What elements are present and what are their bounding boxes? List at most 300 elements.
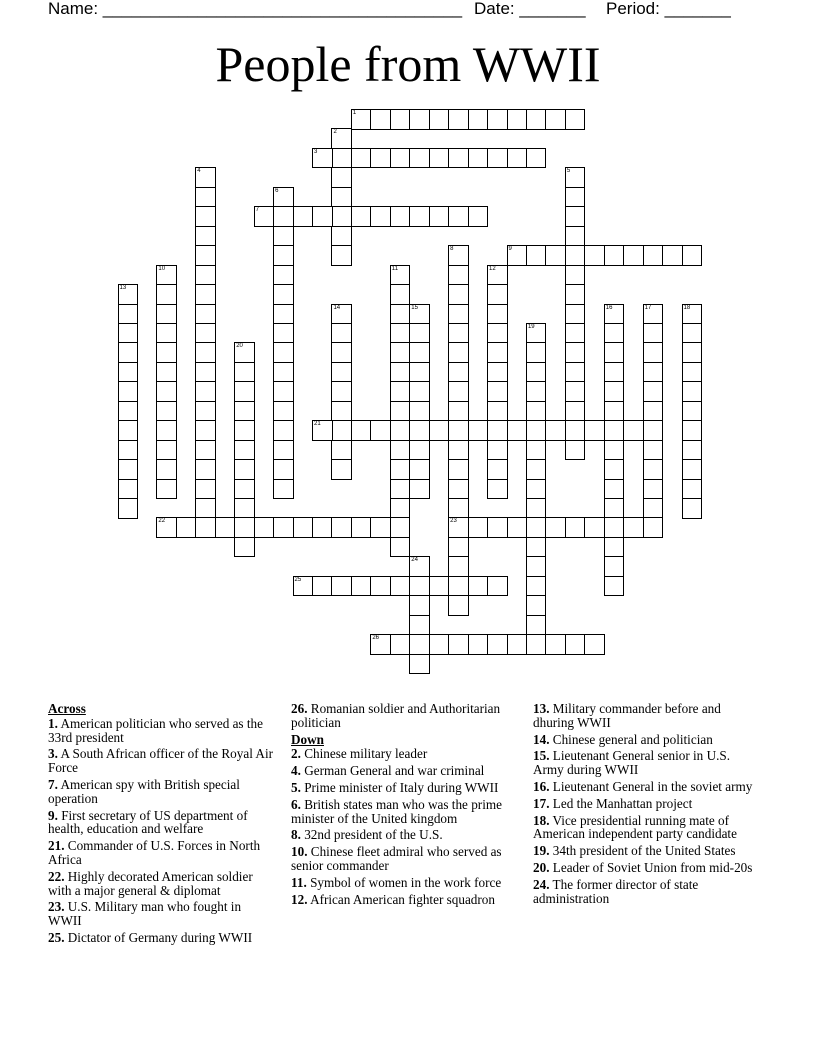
grid-cell[interactable] xyxy=(195,420,216,441)
grid-cell[interactable] xyxy=(331,226,352,247)
grid-cell[interactable] xyxy=(526,595,547,616)
grid-cell[interactable] xyxy=(273,459,294,480)
grid-cell[interactable] xyxy=(507,420,528,441)
grid-cell[interactable] xyxy=(234,420,255,441)
grid-cell[interactable] xyxy=(195,187,216,208)
grid-cell[interactable] xyxy=(565,187,586,208)
grid-cell[interactable] xyxy=(176,517,197,538)
grid-cell[interactable] xyxy=(195,323,216,344)
grid-cell[interactable] xyxy=(195,342,216,363)
grid-cell[interactable] xyxy=(273,342,294,363)
grid-cell[interactable] xyxy=(195,226,216,247)
grid-cell[interactable] xyxy=(604,362,625,383)
grid-cell[interactable] xyxy=(273,420,294,441)
grid-cell[interactable] xyxy=(526,459,547,480)
grid-cell[interactable] xyxy=(195,245,216,266)
grid-cell[interactable] xyxy=(370,148,391,169)
grid-cell[interactable] xyxy=(390,401,411,422)
grid-cell[interactable] xyxy=(487,479,508,500)
grid-cell[interactable] xyxy=(409,109,430,130)
grid-cell[interactable] xyxy=(604,304,625,325)
grid-cell[interactable] xyxy=(565,323,586,344)
grid-cell[interactable] xyxy=(565,206,586,227)
grid-cell[interactable] xyxy=(351,517,372,538)
grid-cell[interactable] xyxy=(448,479,469,500)
grid-cell[interactable] xyxy=(468,420,489,441)
grid-cell[interactable] xyxy=(331,187,352,208)
grid-cell[interactable] xyxy=(156,284,177,305)
grid-cell[interactable] xyxy=(526,615,547,636)
grid-cell[interactable] xyxy=(273,517,294,538)
grid-cell[interactable] xyxy=(409,362,430,383)
grid-cell[interactable] xyxy=(409,440,430,461)
grid-cell[interactable] xyxy=(682,381,703,402)
grid-cell[interactable] xyxy=(448,362,469,383)
grid-cell[interactable] xyxy=(565,265,586,286)
grid-cell[interactable] xyxy=(195,440,216,461)
grid-cell[interactable] xyxy=(487,634,508,655)
grid-cell[interactable] xyxy=(468,517,489,538)
grid-cell[interactable] xyxy=(156,479,177,500)
grid-cell[interactable] xyxy=(545,634,566,655)
grid-cell[interactable] xyxy=(156,304,177,325)
grid-cell[interactable] xyxy=(156,420,177,441)
grid-cell[interactable] xyxy=(195,401,216,422)
grid-cell[interactable] xyxy=(526,381,547,402)
grid-cell[interactable] xyxy=(331,342,352,363)
grid-cell[interactable] xyxy=(195,265,216,286)
grid-cell[interactable] xyxy=(409,304,430,325)
grid-cell[interactable] xyxy=(604,479,625,500)
grid-cell[interactable] xyxy=(604,537,625,558)
grid-cell[interactable] xyxy=(643,440,664,461)
grid-cell[interactable] xyxy=(429,576,450,597)
grid-cell[interactable] xyxy=(682,440,703,461)
grid-cell[interactable] xyxy=(390,576,411,597)
grid-cell[interactable] xyxy=(118,479,139,500)
grid-cell[interactable] xyxy=(643,498,664,519)
grid-cell[interactable] xyxy=(293,206,314,227)
grid-cell[interactable] xyxy=(604,517,625,538)
grid-cell[interactable] xyxy=(273,440,294,461)
grid-cell[interactable] xyxy=(448,206,469,227)
grid-cell[interactable] xyxy=(351,420,372,441)
grid-cell[interactable] xyxy=(682,498,703,519)
grid-cell[interactable] xyxy=(487,109,508,130)
grid-cell[interactable] xyxy=(565,517,586,538)
grid-cell[interactable] xyxy=(643,479,664,500)
grid-cell[interactable] xyxy=(448,148,469,169)
grid-cell[interactable] xyxy=(604,342,625,363)
grid-cell[interactable] xyxy=(409,479,430,500)
grid-cell[interactable] xyxy=(429,148,450,169)
grid-cell[interactable] xyxy=(156,381,177,402)
grid-cell[interactable] xyxy=(118,420,139,441)
grid-cell[interactable] xyxy=(682,342,703,363)
grid-cell[interactable] xyxy=(156,342,177,363)
grid-cell[interactable] xyxy=(390,537,411,558)
grid-cell[interactable] xyxy=(448,440,469,461)
grid-cell[interactable] xyxy=(565,362,586,383)
grid-cell[interactable] xyxy=(565,245,586,266)
grid-cell[interactable] xyxy=(331,440,352,461)
grid-cell[interactable] xyxy=(215,517,236,538)
grid-cell[interactable] xyxy=(643,245,664,266)
grid-cell[interactable] xyxy=(604,440,625,461)
grid-cell[interactable] xyxy=(448,265,469,286)
grid-cell[interactable] xyxy=(545,517,566,538)
grid-cell[interactable] xyxy=(118,440,139,461)
grid-cell[interactable] xyxy=(370,206,391,227)
grid-cell[interactable] xyxy=(312,206,333,227)
grid-cell[interactable] xyxy=(487,440,508,461)
grid-cell[interactable] xyxy=(390,304,411,325)
grid-cell[interactable] xyxy=(195,284,216,305)
grid-cell[interactable] xyxy=(409,556,430,577)
grid-cell[interactable] xyxy=(273,362,294,383)
grid-cell[interactable] xyxy=(331,362,352,383)
grid-cell[interactable] xyxy=(623,420,644,441)
grid-cell[interactable] xyxy=(487,517,508,538)
grid-cell[interactable] xyxy=(604,498,625,519)
grid-cell[interactable] xyxy=(448,245,469,266)
grid-cell[interactable] xyxy=(409,401,430,422)
grid-cell[interactable] xyxy=(195,167,216,188)
grid-cell[interactable] xyxy=(448,537,469,558)
grid-cell[interactable] xyxy=(526,634,547,655)
grid-cell[interactable] xyxy=(526,362,547,383)
name-field[interactable]: Name: ______________________________________ xyxy=(48,0,463,18)
grid-cell[interactable] xyxy=(331,323,352,344)
grid-cell[interactable] xyxy=(273,265,294,286)
grid-cell[interactable] xyxy=(118,304,139,325)
grid-cell[interactable] xyxy=(526,537,547,558)
grid-cell[interactable] xyxy=(565,342,586,363)
grid-cell[interactable] xyxy=(526,148,547,169)
grid-cell[interactable] xyxy=(604,381,625,402)
grid-cell[interactable] xyxy=(234,537,255,558)
grid-cell[interactable] xyxy=(390,440,411,461)
date-field[interactable]: Date: _______ xyxy=(474,0,586,18)
grid-cell[interactable] xyxy=(487,284,508,305)
grid-cell[interactable] xyxy=(254,517,275,538)
grid-cell[interactable] xyxy=(195,517,216,538)
grid-cell[interactable] xyxy=(234,498,255,519)
grid-cell[interactable] xyxy=(370,517,391,538)
grid-cell[interactable] xyxy=(682,323,703,344)
grid-cell[interactable] xyxy=(331,420,352,441)
grid-cell[interactable] xyxy=(565,440,586,461)
grid-cell[interactable] xyxy=(390,109,411,130)
grid-cell[interactable] xyxy=(643,381,664,402)
grid-cell[interactable] xyxy=(448,323,469,344)
grid-cell[interactable] xyxy=(643,323,664,344)
grid-cell[interactable] xyxy=(448,381,469,402)
grid-cell[interactable] xyxy=(448,498,469,519)
grid-cell[interactable] xyxy=(118,459,139,480)
grid-cell[interactable] xyxy=(526,109,547,130)
grid-cell[interactable] xyxy=(390,459,411,480)
grid-cell[interactable] xyxy=(409,654,430,675)
grid-cell[interactable] xyxy=(487,323,508,344)
grid-cell[interactable] xyxy=(273,304,294,325)
grid-cell[interactable] xyxy=(682,479,703,500)
grid-cell[interactable] xyxy=(273,323,294,344)
grid-cell[interactable] xyxy=(487,420,508,441)
grid-cell[interactable] xyxy=(565,401,586,422)
grid-cell[interactable] xyxy=(293,576,314,597)
grid-cell[interactable] xyxy=(234,479,255,500)
grid-cell[interactable] xyxy=(584,634,605,655)
grid-cell[interactable] xyxy=(331,381,352,402)
grid-cell[interactable] xyxy=(643,517,664,538)
grid-cell[interactable] xyxy=(273,401,294,422)
grid-cell[interactable] xyxy=(234,517,255,538)
grid-cell[interactable] xyxy=(565,381,586,402)
grid-cell[interactable] xyxy=(526,245,547,266)
grid-cell[interactable] xyxy=(487,342,508,363)
grid-cell[interactable] xyxy=(273,187,294,208)
grid-cell[interactable] xyxy=(448,401,469,422)
grid-cell[interactable] xyxy=(351,109,372,130)
grid-cell[interactable] xyxy=(273,206,294,227)
grid-cell[interactable] xyxy=(195,381,216,402)
grid-cell[interactable] xyxy=(682,245,703,266)
grid-cell[interactable] xyxy=(448,284,469,305)
grid-cell[interactable] xyxy=(156,517,177,538)
grid-cell[interactable] xyxy=(273,381,294,402)
grid-cell[interactable] xyxy=(526,420,547,441)
grid-cell[interactable] xyxy=(643,420,664,441)
grid-cell[interactable] xyxy=(565,167,586,188)
grid-cell[interactable] xyxy=(293,517,314,538)
grid-cell[interactable] xyxy=(195,498,216,519)
grid-cell[interactable] xyxy=(390,284,411,305)
grid-cell[interactable] xyxy=(468,576,489,597)
grid-cell[interactable] xyxy=(507,245,528,266)
grid-cell[interactable] xyxy=(390,148,411,169)
grid-cell[interactable] xyxy=(526,323,547,344)
grid-cell[interactable] xyxy=(156,440,177,461)
grid-cell[interactable] xyxy=(409,420,430,441)
grid-cell[interactable] xyxy=(526,479,547,500)
grid-cell[interactable] xyxy=(195,206,216,227)
grid-cell[interactable] xyxy=(331,401,352,422)
grid-cell[interactable] xyxy=(682,459,703,480)
grid-cell[interactable] xyxy=(584,420,605,441)
grid-cell[interactable] xyxy=(409,615,430,636)
grid-cell[interactable] xyxy=(312,576,333,597)
grid-cell[interactable] xyxy=(604,576,625,597)
grid-cell[interactable] xyxy=(448,304,469,325)
grid-cell[interactable] xyxy=(118,342,139,363)
grid-cell[interactable] xyxy=(195,304,216,325)
grid-cell[interactable] xyxy=(331,304,352,325)
grid-cell[interactable] xyxy=(234,459,255,480)
grid-cell[interactable] xyxy=(118,362,139,383)
grid-cell[interactable] xyxy=(331,167,352,188)
grid-cell[interactable] xyxy=(545,245,566,266)
grid-cell[interactable] xyxy=(565,109,586,130)
grid-cell[interactable] xyxy=(273,479,294,500)
grid-cell[interactable] xyxy=(526,576,547,597)
grid-cell[interactable] xyxy=(156,459,177,480)
grid-cell[interactable] xyxy=(623,517,644,538)
grid-cell[interactable] xyxy=(118,284,139,305)
grid-cell[interactable] xyxy=(409,206,430,227)
grid-cell[interactable] xyxy=(448,459,469,480)
grid-cell[interactable] xyxy=(487,304,508,325)
grid-cell[interactable] xyxy=(254,206,275,227)
period-field[interactable]: Period: _______ xyxy=(606,0,731,18)
grid-cell[interactable] xyxy=(468,206,489,227)
grid-cell[interactable] xyxy=(195,459,216,480)
grid-cell[interactable] xyxy=(448,342,469,363)
grid-cell[interactable] xyxy=(370,576,391,597)
grid-cell[interactable] xyxy=(565,420,586,441)
grid-cell[interactable] xyxy=(195,362,216,383)
grid-cell[interactable] xyxy=(604,323,625,344)
grid-cell[interactable] xyxy=(448,595,469,616)
grid-cell[interactable] xyxy=(604,420,625,441)
grid-cell[interactable] xyxy=(526,517,547,538)
grid-cell[interactable] xyxy=(507,109,528,130)
grid-cell[interactable] xyxy=(409,595,430,616)
grid-cell[interactable] xyxy=(390,381,411,402)
grid-cell[interactable] xyxy=(331,576,352,597)
grid-cell[interactable] xyxy=(623,245,644,266)
grid-cell[interactable] xyxy=(526,342,547,363)
grid-cell[interactable] xyxy=(331,245,352,266)
grid-cell[interactable] xyxy=(118,323,139,344)
grid-cell[interactable] xyxy=(682,362,703,383)
grid-cell[interactable] xyxy=(526,440,547,461)
grid-cell[interactable] xyxy=(584,517,605,538)
grid-cell[interactable] xyxy=(351,148,372,169)
grid-cell[interactable] xyxy=(565,634,586,655)
grid-cell[interactable] xyxy=(487,381,508,402)
grid-cell[interactable] xyxy=(390,517,411,538)
grid-cell[interactable] xyxy=(565,284,586,305)
grid-cell[interactable] xyxy=(565,226,586,247)
grid-cell[interactable] xyxy=(604,245,625,266)
grid-cell[interactable] xyxy=(643,342,664,363)
grid-cell[interactable] xyxy=(118,498,139,519)
grid-cell[interactable] xyxy=(448,420,469,441)
grid-cell[interactable] xyxy=(156,323,177,344)
grid-cell[interactable] xyxy=(448,517,469,538)
grid-cell[interactable] xyxy=(643,362,664,383)
grid-cell[interactable] xyxy=(604,401,625,422)
grid-cell[interactable] xyxy=(195,479,216,500)
grid-cell[interactable] xyxy=(545,420,566,441)
grid-cell[interactable] xyxy=(331,148,352,169)
grid-cell[interactable] xyxy=(409,381,430,402)
grid-cell[interactable] xyxy=(409,148,430,169)
grid-cell[interactable] xyxy=(507,634,528,655)
grid-cell[interactable] xyxy=(234,440,255,461)
grid-cell[interactable] xyxy=(682,420,703,441)
grid-cell[interactable] xyxy=(487,265,508,286)
grid-cell[interactable] xyxy=(643,459,664,480)
grid-cell[interactable] xyxy=(487,401,508,422)
grid-cell[interactable] xyxy=(156,401,177,422)
grid-cell[interactable] xyxy=(409,634,430,655)
grid-cell[interactable] xyxy=(604,459,625,480)
grid-cell[interactable] xyxy=(409,342,430,363)
grid-cell[interactable] xyxy=(507,148,528,169)
grid-cell[interactable] xyxy=(273,226,294,247)
grid-cell[interactable] xyxy=(273,284,294,305)
grid-cell[interactable] xyxy=(507,517,528,538)
grid-cell[interactable] xyxy=(409,576,430,597)
grid-cell[interactable] xyxy=(468,634,489,655)
grid-cell[interactable] xyxy=(390,498,411,519)
grid-cell[interactable] xyxy=(429,109,450,130)
grid-cell[interactable] xyxy=(662,245,683,266)
grid-cell[interactable] xyxy=(370,634,391,655)
grid-cell[interactable] xyxy=(429,420,450,441)
grid-cell[interactable] xyxy=(234,401,255,422)
grid-cell[interactable] xyxy=(643,401,664,422)
grid-cell[interactable] xyxy=(390,206,411,227)
grid-cell[interactable] xyxy=(429,634,450,655)
grid-cell[interactable] xyxy=(234,362,255,383)
grid-cell[interactable] xyxy=(643,304,664,325)
grid-cell[interactable] xyxy=(584,245,605,266)
grid-cell[interactable] xyxy=(545,109,566,130)
grid-cell[interactable] xyxy=(312,148,333,169)
grid-cell[interactable] xyxy=(526,401,547,422)
grid-cell[interactable] xyxy=(156,362,177,383)
grid-cell[interactable] xyxy=(156,265,177,286)
grid-cell[interactable] xyxy=(118,401,139,422)
grid-cell[interactable] xyxy=(390,265,411,286)
grid-cell[interactable] xyxy=(409,459,430,480)
grid-cell[interactable] xyxy=(273,245,294,266)
grid-cell[interactable] xyxy=(312,517,333,538)
grid-cell[interactable] xyxy=(526,498,547,519)
grid-cell[interactable] xyxy=(390,479,411,500)
grid-cell[interactable] xyxy=(487,148,508,169)
grid-cell[interactable] xyxy=(370,420,391,441)
grid-cell[interactable] xyxy=(468,148,489,169)
grid-cell[interactable] xyxy=(390,420,411,441)
grid-cell[interactable] xyxy=(370,109,391,130)
grid-cell[interactable] xyxy=(390,362,411,383)
grid-cell[interactable] xyxy=(331,206,352,227)
grid-cell[interactable] xyxy=(312,420,333,441)
grid-cell[interactable] xyxy=(487,576,508,597)
grid-cell[interactable] xyxy=(351,576,372,597)
grid-cell[interactable] xyxy=(118,381,139,402)
grid-cell[interactable] xyxy=(565,304,586,325)
grid-cell[interactable] xyxy=(390,323,411,344)
grid-cell[interactable] xyxy=(390,342,411,363)
grid-cell[interactable] xyxy=(234,342,255,363)
grid-cell[interactable] xyxy=(448,634,469,655)
grid-cell[interactable] xyxy=(682,401,703,422)
grid-cell[interactable] xyxy=(234,381,255,402)
grid-cell[interactable] xyxy=(682,304,703,325)
grid-cell[interactable] xyxy=(390,634,411,655)
grid-cell[interactable] xyxy=(448,109,469,130)
grid-cell[interactable] xyxy=(409,323,430,344)
grid-cell[interactable] xyxy=(526,556,547,577)
grid-cell[interactable] xyxy=(487,362,508,383)
grid-cell[interactable] xyxy=(448,576,469,597)
grid-cell[interactable] xyxy=(487,459,508,480)
